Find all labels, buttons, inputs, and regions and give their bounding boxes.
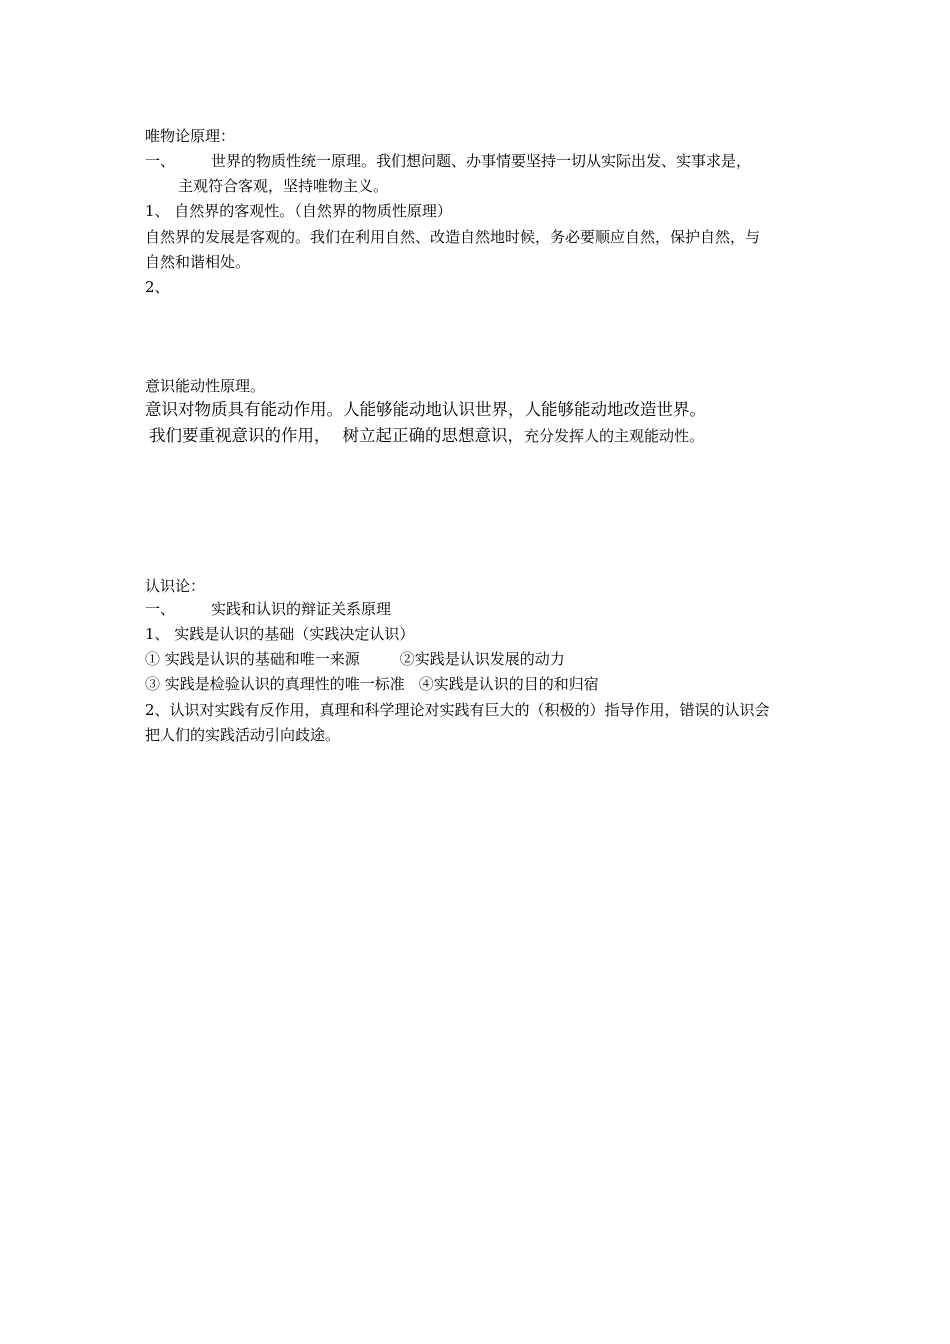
list-item-text: 实践和认识的辩证关系原理 bbox=[211, 600, 392, 618]
list-number: 一、 bbox=[145, 600, 176, 618]
section-heading-materialism: 唯物论原理： bbox=[145, 127, 236, 145]
paragraph-line: 把人们的实践活动引向歧途。 bbox=[145, 726, 341, 744]
paragraph-line: 自然和谐相处。 bbox=[145, 253, 251, 271]
points-row bbox=[145, 673, 599, 695]
section-heading-epistemology: 认识论： bbox=[145, 577, 206, 595]
points-row bbox=[145, 648, 565, 670]
point-item: ④实践是认识的目的和归宿 bbox=[418, 675, 599, 693]
paragraph-line bbox=[149, 425, 704, 447]
subheading-number: 2、 bbox=[145, 278, 170, 296]
section-heading-consciousness: 意识能动性原理。 bbox=[145, 377, 266, 395]
paragraph-line: 意识对物质具有能动作用。人能够能动地认识世界，人能够能动地改造世界。 bbox=[145, 400, 706, 419]
subheading-practice-basis: 1、 实践是认识的基础（实践决定认识） bbox=[145, 625, 415, 643]
subheading-nature-objectivity: 1、 自然界的客观性。（自然界的物质性原理） bbox=[145, 202, 452, 220]
text-segment: 充分发挥人的主观能动性。 bbox=[524, 427, 705, 445]
point-item: ②实践是认识发展的动力 bbox=[399, 650, 565, 668]
point-item: ① 实践是认识的基础和唯一来源 bbox=[145, 650, 360, 668]
paragraph-line: 2、认识对实践有反作用，真理和科学理论对实践有巨大的（积极的）指导作用，错误的认识会 bbox=[145, 701, 770, 719]
list-number: 一、 bbox=[145, 152, 176, 170]
text-segment: 我们要重视意识的作用， bbox=[149, 426, 331, 445]
list-item-text: 世界的物质性统一原理。我们想问题、办事情要坚持一切从实际出发、实事求是， bbox=[211, 152, 752, 170]
text-segment: 树立起正确的思想意识， bbox=[342, 426, 524, 445]
list-item-practice-cognition bbox=[145, 598, 391, 620]
point-item: ③ 实践是检验认识的真理性的唯一标准 bbox=[145, 675, 405, 693]
paragraph-line: 自然界的发展是客观的。我们在利用自然、改造自然地时候，务必要顺应自然，保护自然，与 bbox=[145, 228, 761, 246]
list-item-continuation: 主观符合客观，坚持唯物主义。 bbox=[178, 177, 389, 195]
list-item-world-unity bbox=[145, 150, 751, 172]
